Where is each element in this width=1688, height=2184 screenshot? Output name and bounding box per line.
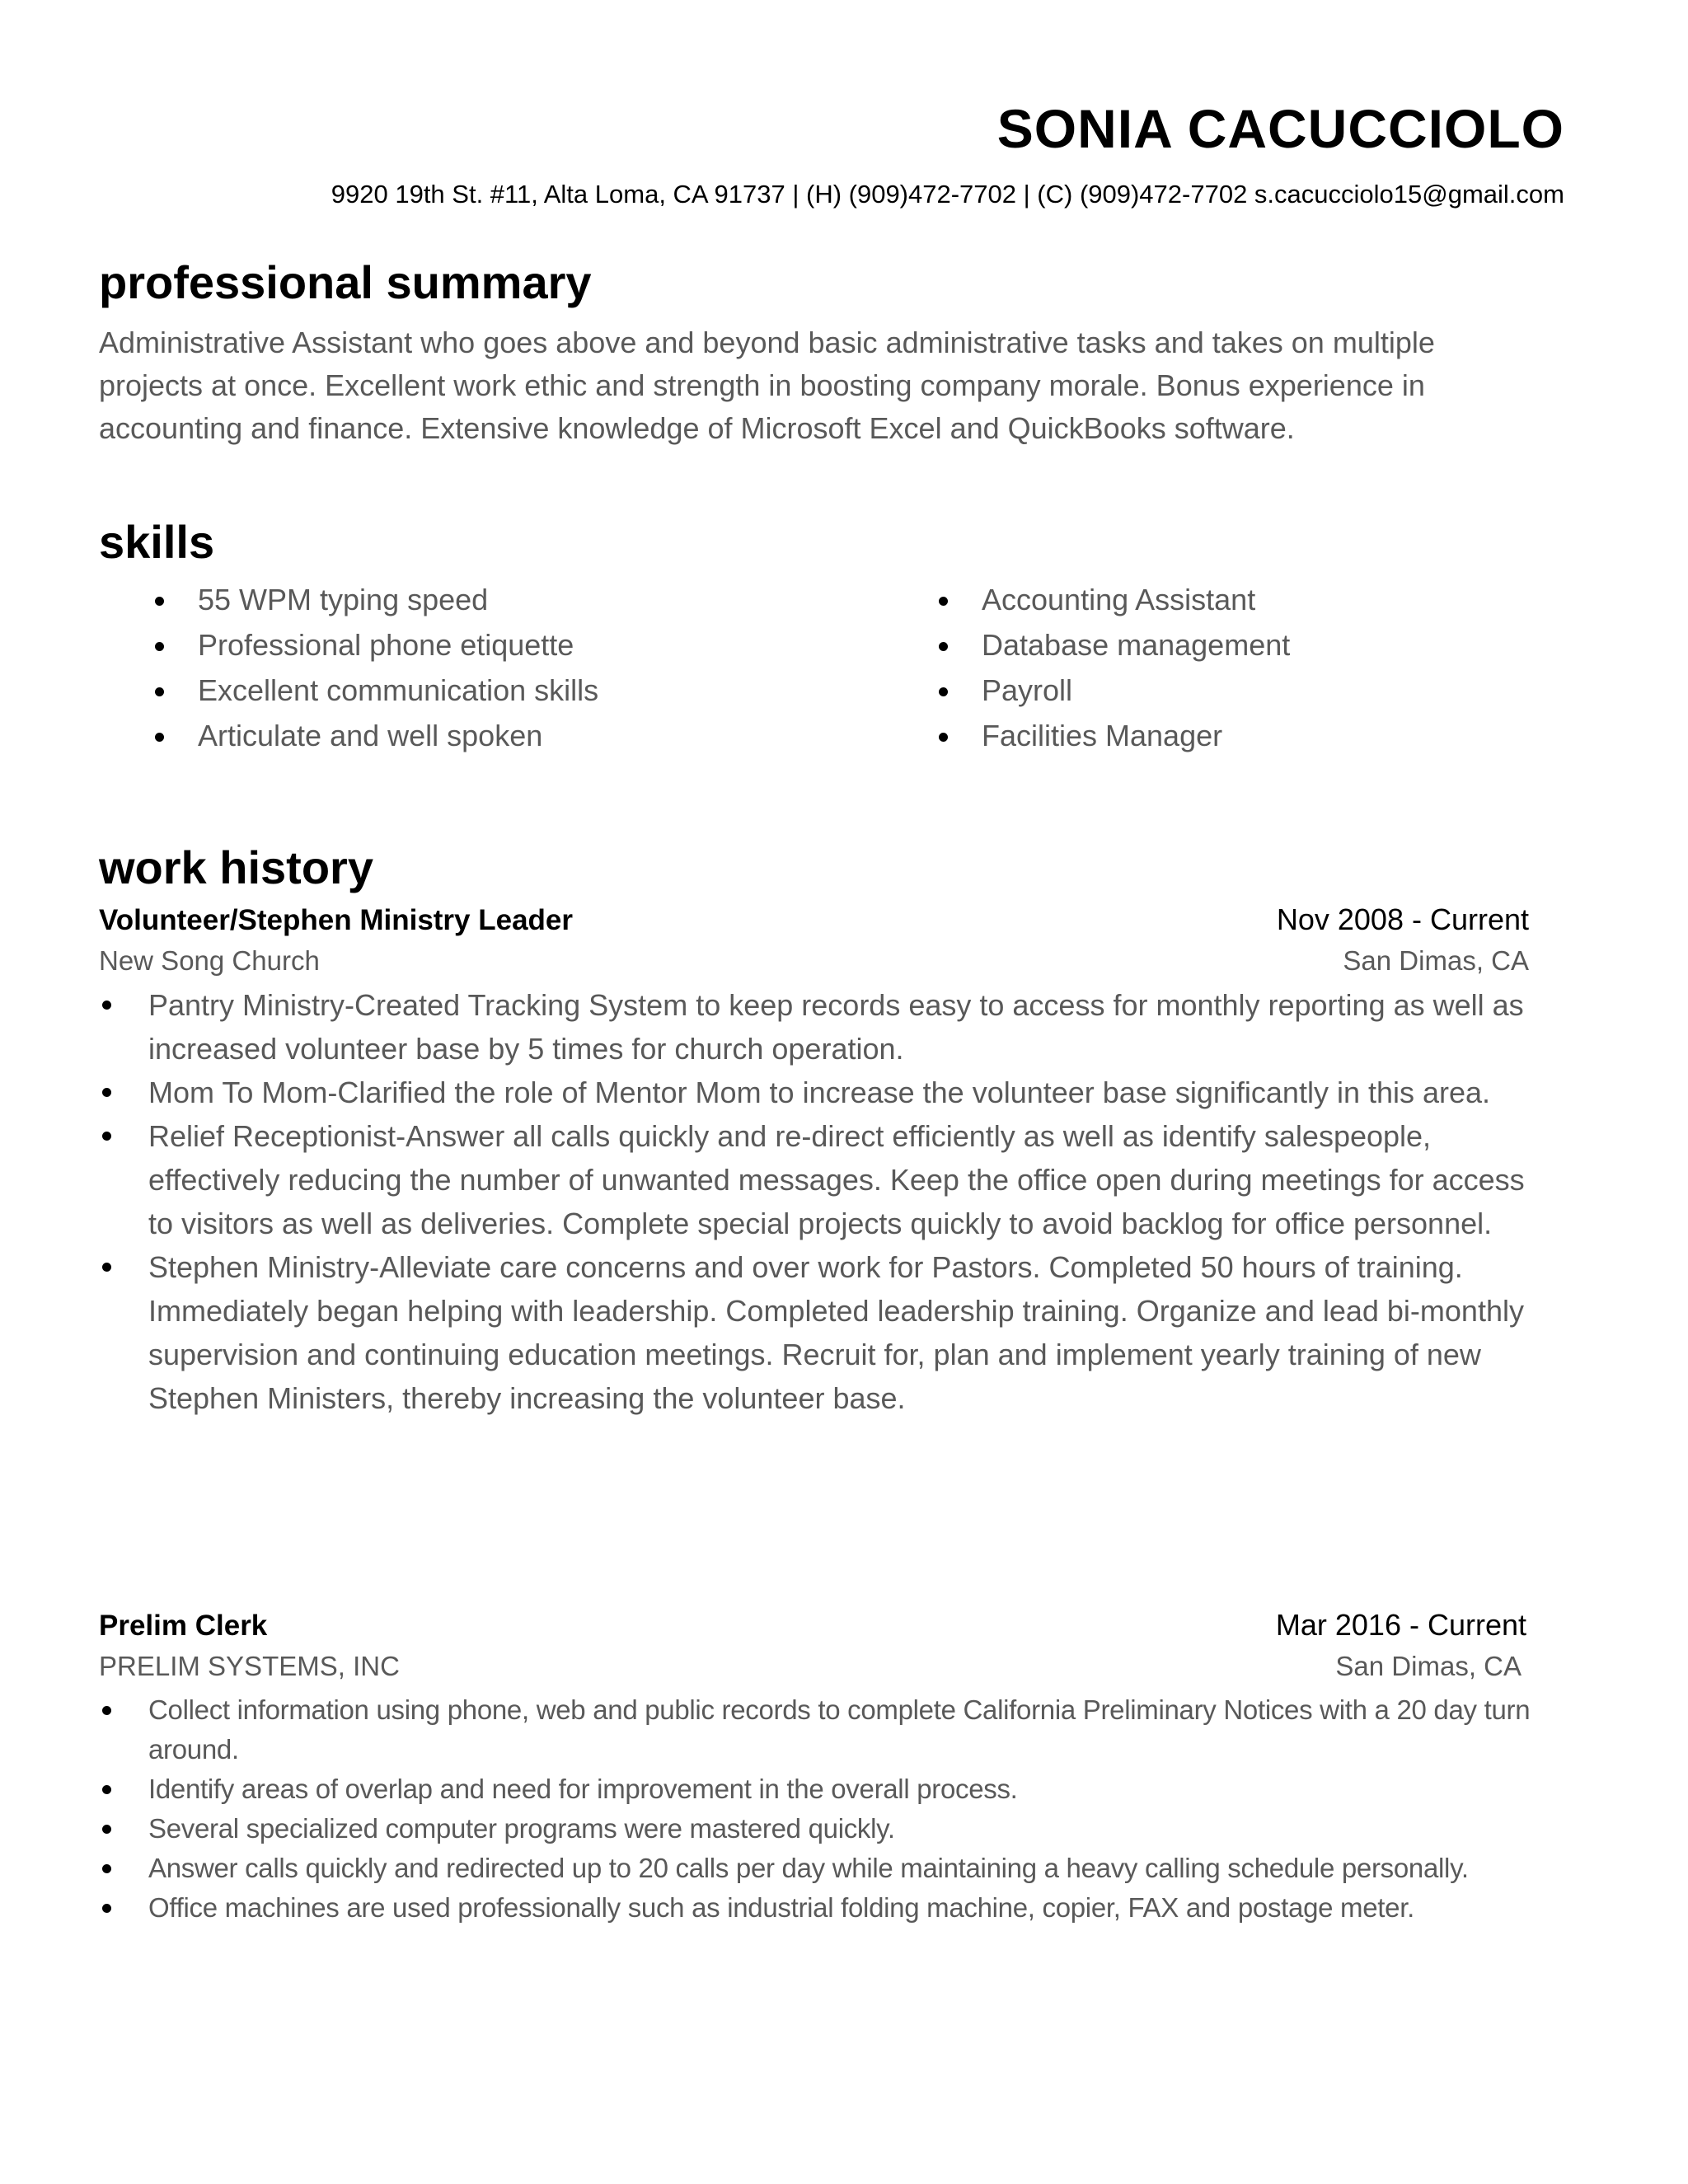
job-dates: Mar 2016 - Current — [1275, 1608, 1526, 1642]
list-item — [99, 1245, 1533, 1420]
bullet-text: Stephen Ministry-Alleviate care concerns and over work for Pastors. Completed 50 hours of training. Immediately began helping with leadership. Completed leadership training. Organize and lead bi-monthly supervision and continuing education meetings. Recruit for, plan and implement yearly training of new Stephen Ministers, thereby increasing the volunteer base. — [148, 1250, 1524, 1415]
bullet-icon — [939, 597, 948, 606]
skill-label: Database management — [982, 628, 1291, 662]
skill-item — [99, 622, 598, 668]
skill-label: Accounting Assistant — [982, 583, 1256, 616]
bullet-icon — [939, 642, 948, 651]
skills-list-right — [883, 577, 1290, 758]
bullet-text: Office machines are used professionally such as industrial folding machine, copier, FAX and postage meter. — [148, 1892, 1414, 1923]
job-company: PRELIM SYSTEMS, INC — [99, 1651, 400, 1681]
list-item — [99, 1769, 1533, 1809]
candidate-name: SONIA CACUCCIOLO — [996, 98, 1564, 159]
job-title: Prelim Clerk — [99, 1610, 268, 1642]
skill-item — [99, 577, 598, 622]
bullet-text: Identify areas of overlap and need for improvement in the overall process. — [148, 1774, 1018, 1804]
job-dates: Nov 2008 - Current — [1276, 902, 1529, 936]
skill-label: 55 WPM typing speed — [198, 583, 489, 616]
job-location: San Dimas, CA — [1335, 1651, 1522, 1681]
bullet-icon — [102, 1785, 111, 1794]
list-item — [99, 1114, 1533, 1245]
job-bullet-list — [99, 1690, 1533, 1928]
job-company: New Song Church — [99, 945, 320, 976]
skill-label: Articulate and well spoken — [198, 719, 543, 752]
bullet-icon — [102, 1825, 111, 1834]
bullet-icon — [155, 642, 164, 651]
list-item — [99, 1888, 1533, 1928]
bullet-icon — [939, 687, 948, 696]
list-item — [99, 1849, 1533, 1888]
job-title: Volunteer/Stephen Ministry Leader — [99, 904, 574, 936]
list-item — [99, 1071, 1533, 1114]
skill-label: Facilities Manager — [982, 719, 1223, 752]
bullet-icon — [102, 1864, 111, 1873]
summary-heading: professional summary — [99, 256, 592, 308]
skill-label: Payroll — [982, 673, 1073, 707]
list-item — [99, 983, 1533, 1071]
bullet-icon — [102, 1706, 111, 1715]
bullet-text: Mom To Mom-Clarified the role of Mentor Mom to increase the volunteer base significantly in this area. — [148, 1076, 1491, 1109]
job-location: San Dimas, CA — [1343, 945, 1529, 976]
bullet-text: Pantry Ministry-Created Tracking System to keep records easy to access for monthly reporting as well as increased volunteer base by 5 times for church operation. — [148, 988, 1524, 1066]
bullet-icon — [155, 733, 164, 742]
list-item — [99, 1809, 1533, 1849]
skills-heading: skills — [99, 516, 215, 568]
bullet-icon — [155, 597, 164, 606]
bullet-text: Collect information using phone, web and public records to complete California Preliminary Notices with a 20 day turn around. — [148, 1694, 1531, 1765]
bullet-icon — [102, 1088, 111, 1097]
bullet-icon — [939, 733, 948, 742]
summary-text: Administrative Assistant who goes above and beyond basic administrative tasks and takes on multiple projects at once. Excellent work ethic and strength in boosting company morale. Bonus experience in accounting and finance. Extensive knowledge of Microsoft Excel and QuickBooks software. — [99, 326, 1435, 445]
skill-label: Professional phone etiquette — [198, 628, 574, 662]
skill-item — [99, 668, 598, 713]
bullet-text: Several specialized computer programs were mastered quickly. — [148, 1813, 895, 1844]
list-item — [99, 1690, 1533, 1769]
job-bullet-list — [99, 983, 1533, 1420]
skill-label: Excellent communication skills — [198, 673, 599, 707]
bullet-text: Answer calls quickly and redirected up to 20 calls per day while maintaining a heavy calling schedule personally. — [148, 1853, 1469, 1883]
skills-list-left — [99, 577, 598, 758]
skill-item — [883, 622, 1290, 668]
work-history-heading: work history — [99, 841, 373, 893]
bullet-icon — [102, 1904, 111, 1913]
skill-item — [883, 577, 1290, 622]
bullet-text: Relief Receptionist-Answer all calls quickly and re-direct efficiently as well as identify salespeople, effectively reducing the number of unwanted messages. Keep the office open during meetings for access to visitors as well as deliveries. Complete special projects quickly to avoid backlog for office personnel. — [148, 1119, 1525, 1240]
skill-item — [99, 713, 598, 758]
skill-item — [883, 668, 1290, 713]
bullet-icon — [155, 687, 164, 696]
contact-info: 9920 19th St. #11, Alta Loma, CA 91737 | (H) (909)472-7702 | (C) (909)472-7702 s.cacucciolo15@gmail.com — [331, 180, 1564, 209]
bullet-icon — [102, 1001, 111, 1010]
skill-item — [883, 713, 1290, 758]
bullet-icon — [102, 1132, 111, 1141]
bullet-icon — [102, 1263, 111, 1272]
